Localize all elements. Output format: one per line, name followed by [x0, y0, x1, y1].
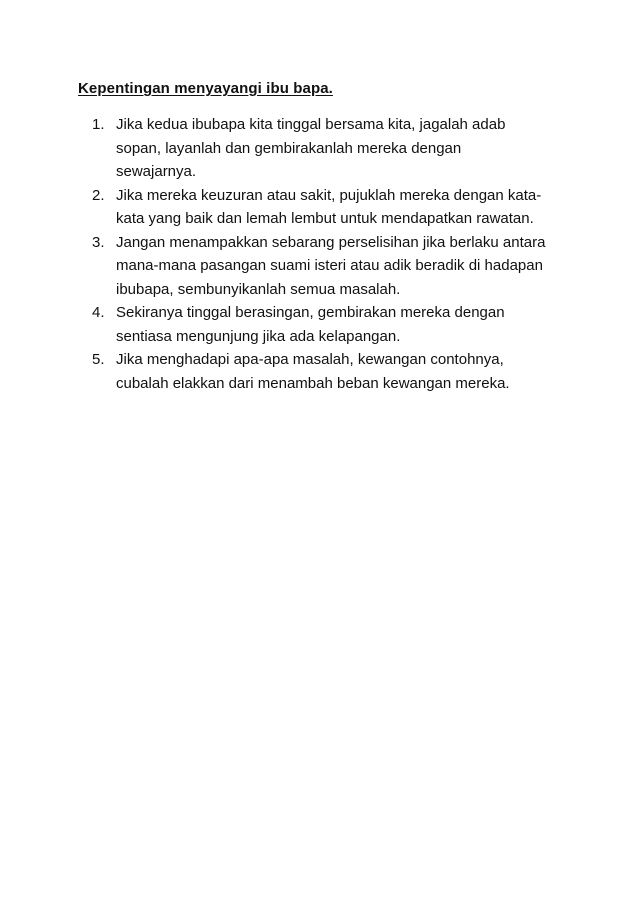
list-item — [92, 184, 572, 231]
list-item — [92, 113, 572, 184]
list-item — [92, 301, 572, 348]
text-line: cubalah elakkan dari menambah beban kewangan mereka. — [116, 374, 510, 392]
text-line: Jika menghadapi apa-apa masalah, kewangan contohnya, — [116, 351, 504, 368]
numbered-list — [92, 113, 572, 395]
list-item-number: 1. — [92, 116, 105, 133]
text-line: Sekiranya tinggal berasingan, gembirakan mereka dengan — [116, 304, 505, 321]
list-item-text — [116, 184, 572, 231]
list-item-text — [116, 231, 572, 302]
text-line: sopan, layanlah dan gembirakanlah mereka dengan — [116, 139, 462, 157]
list-item-text — [116, 113, 572, 184]
list-item-number: 4. — [92, 304, 105, 321]
text-line: kata yang baik dan lemah lembut untuk mendapatkan rawatan. — [116, 210, 534, 227]
text-line: Jika mereka keuzuran atau sakit, pujuklah mereka dengan kata- — [116, 186, 542, 204]
list-item-text — [116, 348, 572, 395]
document-title: Kepentingan menyayangi ibu bapa. — [78, 80, 333, 97]
list-item-number: 2. — [92, 186, 105, 204]
text-line: sentiasa mengunjung jika ada kelapangan. — [116, 327, 401, 345]
text-line: ibubapa, sembunyikanlah semua masalah. — [116, 280, 401, 298]
text-line: sewajarnya. — [116, 163, 197, 180]
list-item — [92, 348, 572, 395]
text-line: Jika kedua ibubapa kita tinggal bersama kita, jagalah adab — [116, 116, 506, 133]
list-item — [92, 231, 572, 302]
list-item-number: 3. — [92, 233, 105, 251]
text-line: Jangan menampakkan sebarang perselisihan jika berlaku antara — [116, 233, 546, 251]
list-item-text — [116, 301, 572, 348]
text-line: mana-mana pasangan suami isteri atau adik beradik di hadapan — [116, 257, 543, 274]
list-item-number: 5. — [92, 351, 105, 368]
